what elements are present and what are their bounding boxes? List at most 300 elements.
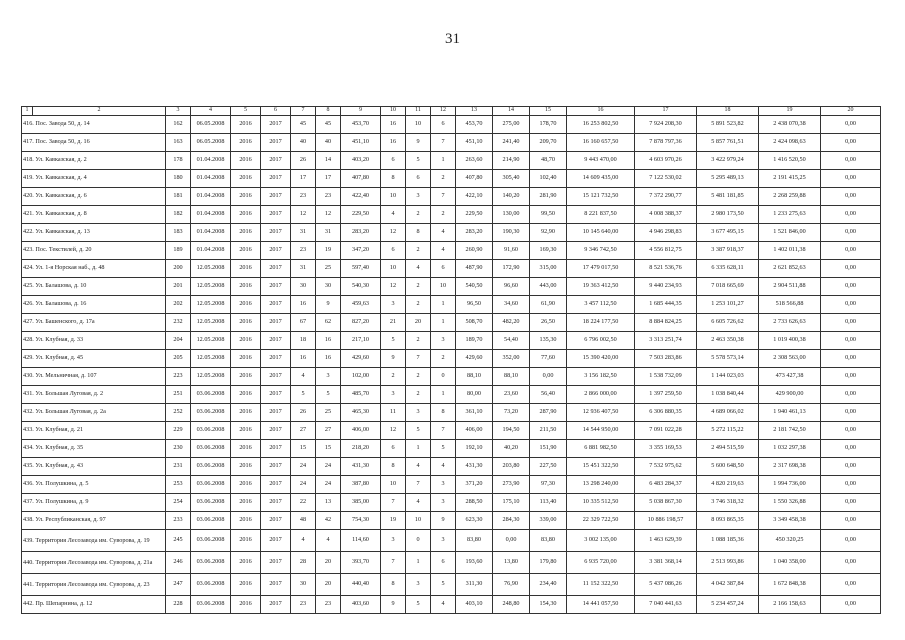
table-cell: 26,50	[530, 313, 567, 331]
table-cell: 2 181 742,50	[759, 421, 821, 439]
table-cell: 190,30	[493, 223, 530, 241]
table-cell: 4	[431, 241, 456, 259]
column-number: 10	[381, 107, 406, 116]
table-cell: 2017	[261, 205, 291, 223]
column-number: 9	[341, 107, 381, 116]
table-cell: 175,10	[493, 493, 530, 511]
column-number: 5	[231, 107, 261, 116]
address-cell: 419. Ул. Кавказская, д. 4	[22, 169, 166, 187]
table-cell: 1	[431, 385, 456, 403]
table-cell: 518 566,88	[759, 295, 821, 313]
table-cell: 2	[406, 295, 431, 313]
buildings-table	[21, 106, 881, 614]
table-cell: 9 346 742,50	[567, 241, 635, 259]
table-cell: 2016	[231, 367, 261, 385]
table-cell: 12.05.2008	[191, 295, 231, 313]
table-cell: 0,00	[821, 187, 881, 205]
table-cell: 23	[291, 595, 316, 613]
table-cell: 20	[316, 551, 341, 573]
table-cell: 189	[166, 241, 191, 259]
table-cell: 151,90	[530, 439, 567, 457]
table-cell: 8 093 865,35	[697, 511, 759, 529]
table-cell: 0,00	[821, 421, 881, 439]
table-cell: 14 544 950,00	[567, 421, 635, 439]
table-cell: 1 538 732,09	[635, 367, 697, 385]
table-cell: 181	[166, 187, 191, 205]
table-cell: 03.06.2008	[191, 551, 231, 573]
table-cell: 16	[381, 115, 406, 133]
table-cell: 431,30	[456, 457, 493, 475]
table-cell: 10 335 512,50	[567, 493, 635, 511]
table-cell: 178,70	[530, 115, 567, 133]
table-cell: 2017	[261, 295, 291, 313]
table-cell: 30	[291, 277, 316, 295]
table-cell: 3	[431, 475, 456, 493]
table-cell: 0	[431, 367, 456, 385]
table-cell: 102,40	[530, 169, 567, 187]
table-cell: 4 042 387,84	[697, 573, 759, 595]
table-cell: 6 306 880,35	[635, 403, 697, 421]
table-cell: 5 857 761,51	[697, 133, 759, 151]
table-row	[22, 439, 881, 457]
table-cell: 2 463 350,38	[697, 331, 759, 349]
table-cell: 2017	[261, 349, 291, 367]
table-cell: 2017	[261, 223, 291, 241]
column-number: 17	[635, 107, 697, 116]
table-cell: 14	[316, 151, 341, 169]
table-cell: 443,00	[530, 277, 567, 295]
table-cell: 2016	[231, 115, 261, 133]
table-cell: 3 387 918,37	[697, 241, 759, 259]
table-cell: 03.06.2008	[191, 475, 231, 493]
table-cell: 2 733 626,63	[759, 313, 821, 331]
table-cell: 263,60	[456, 151, 493, 169]
table-cell: 23	[316, 595, 341, 613]
table-cell: 2 317 698,38	[759, 457, 821, 475]
table-cell: 0,00	[821, 313, 881, 331]
table-cell: 40,20	[493, 439, 530, 457]
table-cell: 1 940 461,13	[759, 403, 821, 421]
table-row	[22, 223, 881, 241]
table-cell: 2016	[231, 475, 261, 493]
table-cell: 205	[166, 349, 191, 367]
table-cell: 2	[406, 385, 431, 403]
address-cell: 420. Ул. Кавказская, д. 6	[22, 187, 166, 205]
table-cell: 113,40	[530, 493, 567, 511]
table-cell: 1 685 444,35	[635, 295, 697, 313]
table-cell: 7 878 797,36	[635, 133, 697, 151]
table-cell: 03.06.2008	[191, 493, 231, 511]
table-cell: 01.04.2008	[191, 205, 231, 223]
address-cell: 416. Пос. Завода 50, д. 14	[22, 115, 166, 133]
table-cell: 03.06.2008	[191, 529, 231, 551]
table-cell: 0,00	[821, 223, 881, 241]
table-cell: 403,10	[456, 595, 493, 613]
table-cell: 01.04.2008	[191, 169, 231, 187]
table-cell: 12.05.2008	[191, 259, 231, 277]
table-cell: 3 746 318,32	[697, 493, 759, 511]
table-cell: 0,00	[821, 573, 881, 595]
table-cell: 0,00	[821, 439, 881, 457]
address-cell: 428. Ул. Клубная, д. 33	[22, 331, 166, 349]
table-cell: 2016	[231, 151, 261, 169]
address-cell: 436. Ул. Полушкина, д. 5	[22, 475, 166, 493]
table-cell: 2017	[261, 403, 291, 421]
table-cell: 0,00	[821, 241, 881, 259]
table-cell: 8	[406, 223, 431, 241]
table-cell: 230	[166, 439, 191, 457]
table-cell: 03.06.2008	[191, 385, 231, 403]
table-cell: 2 308 563,00	[759, 349, 821, 367]
table-cell: 62	[316, 313, 341, 331]
table-cell: 193,60	[456, 551, 493, 573]
table-cell: 5	[381, 331, 406, 349]
table-cell: 27	[291, 421, 316, 439]
table-cell: 0,00	[821, 115, 881, 133]
table-cell: 1 463 629,39	[635, 529, 697, 551]
table-cell: 9 443 470,00	[567, 151, 635, 169]
table-row	[22, 259, 881, 277]
address-cell: 423. Пос. Текстилей, д. 20	[22, 241, 166, 259]
table-cell: 1 550 326,88	[759, 493, 821, 511]
table-cell: 2017	[261, 421, 291, 439]
table-cell: 0,00	[821, 551, 881, 573]
table-cell: 7 372 290,77	[635, 187, 697, 205]
table-cell: 11 152 322,50	[567, 573, 635, 595]
table-cell: 305,40	[493, 169, 530, 187]
table-cell: 0,00	[821, 331, 881, 349]
table-cell: 440,40	[341, 573, 381, 595]
table-cell: 2017	[261, 551, 291, 573]
table-cell: 1 088 185,36	[697, 529, 759, 551]
table-cell: 3 355 169,53	[635, 439, 697, 457]
table-cell: 2017	[261, 313, 291, 331]
table-cell: 459,63	[341, 295, 381, 313]
table-cell: 12	[381, 421, 406, 439]
table-cell: 96,60	[493, 277, 530, 295]
table-cell: 253	[166, 475, 191, 493]
table-cell: 2017	[261, 457, 291, 475]
table-cell: 15	[291, 439, 316, 457]
table-cell: 0,00	[821, 403, 881, 421]
table-cell: 178	[166, 151, 191, 169]
table-cell: 6 935 720,00	[567, 551, 635, 573]
table-cell: 1 032 297,38	[759, 439, 821, 457]
table-cell: 2017	[261, 385, 291, 403]
table-cell: 2 268 259,88	[759, 187, 821, 205]
table-cell: 352,00	[493, 349, 530, 367]
address-cell: 429. Ул. Клубная, д. 45	[22, 349, 166, 367]
table-cell: 6	[431, 115, 456, 133]
table-cell: 3 313 251,74	[635, 331, 697, 349]
table-cell: 10	[406, 115, 431, 133]
table-cell: 24	[291, 475, 316, 493]
table-cell: 7	[381, 493, 406, 511]
table-cell: 7	[431, 133, 456, 151]
table-cell: 241,40	[493, 133, 530, 151]
table-cell: 0,00	[821, 475, 881, 493]
table-cell: 211,50	[530, 421, 567, 439]
address-cell: 417. Пос. Завода 50, д. 16	[22, 133, 166, 151]
table-row	[22, 385, 881, 403]
table-cell: 8 884 824,25	[635, 313, 697, 331]
table-cell: 54,40	[493, 331, 530, 349]
table-cell: 214,90	[493, 151, 530, 169]
table-row	[22, 295, 881, 313]
table-cell: 347,20	[341, 241, 381, 259]
table-cell: 48,70	[530, 151, 567, 169]
table-cell: 2017	[261, 277, 291, 295]
table-cell: 283,20	[341, 223, 381, 241]
table-cell: 2016	[231, 241, 261, 259]
table-cell: 2016	[231, 573, 261, 595]
table-cell: 3 002 135,00	[567, 529, 635, 551]
address-cell: 422. Ул. Кавказская, д. 13	[22, 223, 166, 241]
table-cell: 2017	[261, 133, 291, 151]
table-cell: 0,00	[821, 595, 881, 613]
table-cell: 5 038 867,30	[635, 493, 697, 511]
address-cell: 431. Ул. Большая Луговая, д. 2	[22, 385, 166, 403]
table-cell: 8	[381, 169, 406, 187]
table-cell: 2017	[261, 529, 291, 551]
table-cell: 12	[381, 223, 406, 241]
table-cell: 8	[381, 457, 406, 475]
address-cell: 425. Ул. Балашова, д. 10	[22, 277, 166, 295]
table-cell: 1	[431, 295, 456, 313]
table-row	[22, 475, 881, 493]
table-cell: 209,70	[530, 133, 567, 151]
table-cell: 99,50	[530, 205, 567, 223]
table-cell: 2016	[231, 551, 261, 573]
table-cell: 0,00	[821, 511, 881, 529]
table-cell: 5 481 181,85	[697, 187, 759, 205]
table-cell: 24	[316, 457, 341, 475]
table-cell: 16	[291, 295, 316, 313]
table-cell: 2017	[261, 151, 291, 169]
table-cell: 0,00	[821, 133, 881, 151]
table-cell: 3 457 112,50	[567, 295, 635, 313]
table-cell: 9	[406, 133, 431, 151]
table-cell: 429 900,00	[759, 385, 821, 403]
table-cell: 1 672 848,38	[759, 573, 821, 595]
table-cell: 16	[291, 349, 316, 367]
table-row	[22, 349, 881, 367]
table-cell: 2017	[261, 439, 291, 457]
table-cell: 15 451 322,50	[567, 457, 635, 475]
table-cell: 422,10	[456, 187, 493, 205]
table-cell: 2	[406, 367, 431, 385]
table-cell: 7 122 530,02	[635, 169, 697, 187]
table-cell: 16 160 657,50	[567, 133, 635, 151]
table-cell: 315,00	[530, 259, 567, 277]
table-cell: 189,70	[456, 331, 493, 349]
table-cell: 2017	[261, 493, 291, 511]
column-number: 4	[191, 107, 231, 116]
table-cell: 10	[406, 511, 431, 529]
table-row	[22, 421, 881, 439]
table-cell: 254	[166, 493, 191, 511]
table-cell: 2	[406, 331, 431, 349]
table-cell: 827,20	[341, 313, 381, 331]
table-cell: 92,90	[530, 223, 567, 241]
table-cell: 6	[406, 169, 431, 187]
table-cell: 0,00	[530, 367, 567, 385]
table-cell: 3 156 182,50	[567, 367, 635, 385]
table-cell: 2 980 173,50	[697, 205, 759, 223]
table-cell: 0,00	[821, 529, 881, 551]
table-cell: 2016	[231, 187, 261, 205]
table-row	[22, 277, 881, 295]
table-cell: 12	[316, 205, 341, 223]
table-cell: 03.06.2008	[191, 511, 231, 529]
column-number: 15	[530, 107, 567, 116]
table-cell: 2016	[231, 331, 261, 349]
table-cell: 2	[431, 205, 456, 223]
table-cell: 200	[166, 259, 191, 277]
table-cell: 6 796 002,50	[567, 331, 635, 349]
address-cell: 442. Пр. Шепарнина, д. 12	[22, 595, 166, 613]
address-cell: 418. Ул. Кавказская, д. 2	[22, 151, 166, 169]
table-cell: 4	[431, 595, 456, 613]
table-cell: 7	[406, 475, 431, 493]
table-row	[22, 313, 881, 331]
table-cell: 24	[291, 457, 316, 475]
table-cell: 3	[381, 385, 406, 403]
table-cell: 1 144 023,03	[697, 367, 759, 385]
table-cell: 229,50	[341, 205, 381, 223]
table-cell: 12.05.2008	[191, 277, 231, 295]
table-cell: 10	[431, 277, 456, 295]
column-number: 3	[166, 107, 191, 116]
table-cell: 4 820 219,63	[697, 475, 759, 493]
table-cell: 0,00	[821, 457, 881, 475]
table-cell: 371,20	[456, 475, 493, 493]
table-cell: 6	[431, 259, 456, 277]
table-cell: 7 040 441,63	[635, 595, 697, 613]
table-cell: 10 145 640,00	[567, 223, 635, 241]
table-cell: 8 521 536,76	[635, 259, 697, 277]
table-cell: 9	[381, 595, 406, 613]
table-cell: 88,10	[456, 367, 493, 385]
table-cell: 6 881 982,50	[567, 439, 635, 457]
table-cell: 03.06.2008	[191, 439, 231, 457]
table-cell: 45	[291, 115, 316, 133]
table-cell: 10	[381, 259, 406, 277]
table-cell: 2016	[231, 313, 261, 331]
table-cell: 2 166 158,63	[759, 595, 821, 613]
table-cell: 3	[431, 493, 456, 511]
table-cell: 6 605 726,62	[697, 313, 759, 331]
table-cell: 7	[381, 551, 406, 573]
table-cell: 3	[431, 331, 456, 349]
table-cell: 97,30	[530, 475, 567, 493]
table-cell: 20	[316, 573, 341, 595]
table-cell: 406,00	[341, 421, 381, 439]
table-cell: 0,00	[821, 151, 881, 169]
table-cell: 7 532 975,62	[635, 457, 697, 475]
table-cell: 9	[431, 511, 456, 529]
table-cell: 102,00	[341, 367, 381, 385]
table-cell: 2 904 511,88	[759, 277, 821, 295]
table-cell: 7	[431, 421, 456, 439]
address-cell: 433. Ул. Клубная, д. 21	[22, 421, 166, 439]
table-cell: 339,00	[530, 511, 567, 529]
table-cell: 7	[431, 187, 456, 205]
page-number: 31	[445, 31, 460, 47]
table-cell: 284,30	[493, 511, 530, 529]
column-number-row	[22, 107, 881, 116]
table-cell: 1	[431, 313, 456, 331]
table-cell: 34,60	[493, 295, 530, 313]
table-cell: 2017	[261, 331, 291, 349]
table-cell: 431,30	[341, 457, 381, 475]
table-cell: 228	[166, 595, 191, 613]
table-cell: 429,60	[341, 349, 381, 367]
table-cell: 3	[406, 573, 431, 595]
table-cell: 2017	[261, 573, 291, 595]
table-cell: 2 424 098,63	[759, 133, 821, 151]
table-cell: 192,10	[456, 439, 493, 457]
table-cell: 2	[381, 367, 406, 385]
table-cell: 1	[406, 551, 431, 573]
table-row	[22, 187, 881, 205]
table-cell: 2016	[231, 295, 261, 313]
table-cell: 245	[166, 529, 191, 551]
table-cell: 407,80	[341, 169, 381, 187]
table-cell: 227,50	[530, 457, 567, 475]
table-cell: 4	[381, 205, 406, 223]
table-cell: 17 479 017,50	[567, 259, 635, 277]
table-cell: 251	[166, 385, 191, 403]
table-cell: 12.05.2008	[191, 331, 231, 349]
table-cell: 0,00	[821, 259, 881, 277]
table-cell: 13	[316, 493, 341, 511]
table-cell: 1 402 011,38	[759, 241, 821, 259]
table-cell: 40	[291, 133, 316, 151]
table-row	[22, 169, 881, 187]
table-cell: 25	[316, 259, 341, 277]
table-cell: 5 891 523,82	[697, 115, 759, 133]
table-cell: 01.04.2008	[191, 223, 231, 241]
table-cell: 4	[291, 367, 316, 385]
table-cell: 2016	[231, 259, 261, 277]
table-cell: 201	[166, 277, 191, 295]
table-cell: 21	[381, 313, 406, 331]
table-cell: 15	[316, 439, 341, 457]
table-cell: 6 483 284,37	[635, 475, 697, 493]
table-row	[22, 331, 881, 349]
table-cell: 9 440 234,93	[635, 277, 697, 295]
table-cell: 01.04.2008	[191, 187, 231, 205]
table-row	[22, 133, 881, 151]
table-cell: 61,90	[530, 295, 567, 313]
table-cell: 1 038 840,44	[697, 385, 759, 403]
table-cell: 18	[291, 331, 316, 349]
column-number: 7	[291, 107, 316, 116]
table-cell: 2016	[231, 529, 261, 551]
table-cell: 23	[316, 187, 341, 205]
table-cell: 0,00	[821, 277, 881, 295]
table-cell: 169,30	[530, 241, 567, 259]
table-cell: 2016	[231, 493, 261, 511]
table-cell: 03.06.2008	[191, 573, 231, 595]
table-cell: 218,20	[341, 439, 381, 457]
table-cell: 12 936 407,50	[567, 403, 635, 421]
table-cell: 2 513 993,86	[697, 551, 759, 573]
table-cell: 393,70	[341, 551, 381, 573]
address-cell: 421. Ул. Кавказская, д. 8	[22, 205, 166, 223]
table-cell: 4 556 812,75	[635, 241, 697, 259]
